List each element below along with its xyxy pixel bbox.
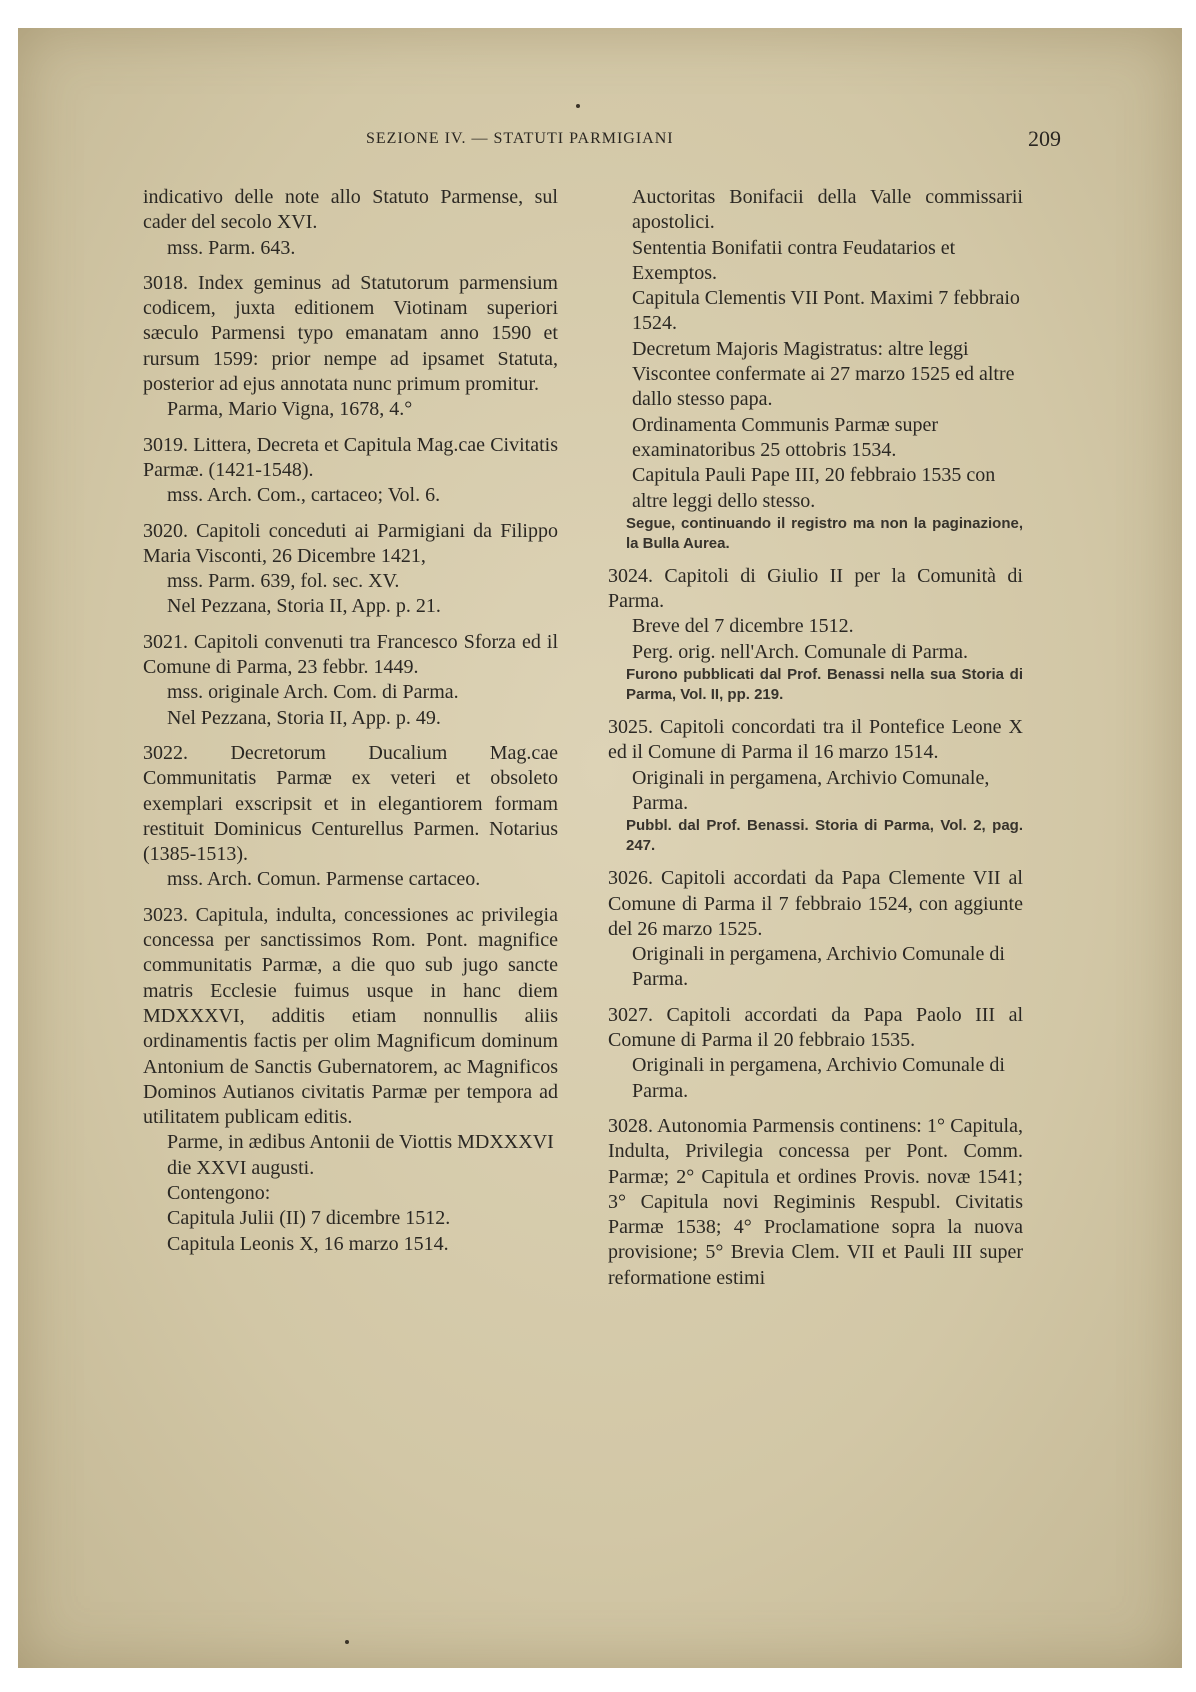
- contents-item: Auctoritas Bonifacii della Valle commissarii apostolici.: [632, 186, 1023, 234]
- entry-note: Furono pubblicati dal Prof. Benassi nella sua Storia di Parma, Vol. II, pp. 219.: [626, 666, 1023, 704]
- contents-item: Capitula Pauli Pape III, 20 febbraio 1535 con altre leggi dello stesso.: [632, 464, 996, 512]
- entry-imprint: Parme, in ædibus Antonii de Viottis MDXXXVI die XXVI augusti.: [167, 1131, 554, 1179]
- entry-source: Originali in pergamena, Archivio Comunale di Parma.: [632, 1054, 1005, 1102]
- entry-text: 3023. Capitula, indulta, concessiones ac privilegia concessa per sanctissimos Rom. Pont. magnifice communitatis Parmæ, a die quo sub jugo sancte matris Ecclesie fuimus usque in hanc diem MDXXXVI, additis etiam nonnullis aliis ordinamentis factis per olim Magnificum dominum Antonium de Sanctis Gubernatorem, ac Magnificos Dominos Autianos civitatis Parmæ per tempora ad utilitatem publicam editis.: [143, 903, 558, 1129]
- entry-text: 3027. Capitoli accordati da Papa Paolo III al Comune di Parma il 20 febbraio 1535.: [608, 1003, 1023, 1052]
- contents-item: Capitula Julii (II) 7 dicembre 1512.: [167, 1207, 451, 1230]
- entry-text: 3025. Capitoli concordati tra il Pontefice Leone X ed il Comune di Parma il 16 marzo 1514.: [608, 716, 1023, 764]
- entry-3024: [608, 564, 1023, 705]
- entry-source: mss. Parm. 643.: [167, 236, 296, 259]
- entry-3018: [143, 271, 558, 423]
- entry-3021: [143, 630, 558, 731]
- entry-source: Originali in pergamena, Archivio Comunale, Parma.: [632, 766, 990, 814]
- entry-text: 3028. Autonomia Parmensis continens: 1° Capitula, Indulta, Privilegia concessa per Pont. Comm. Parmæ; 2° Capitula et ordines Provis. novæ 1541; 3° Capitula novi Regiminis Respubl. Civitatis Parmæ 1538; 4° Proclamatione sopra la nuova provisione; 5° Brevia Clem. VII et Pauli III super reformatione estimi: [608, 1114, 1023, 1289]
- entry-3019: [143, 433, 558, 509]
- contents-item: Ordinamenta Communis Parmæ super examinatoribus 25 ottobris 1534.: [632, 413, 939, 461]
- contents-item: Decretum Majoris Magistratus: altre leggi Viscontee confermate ai 27 marzo 1525 ed altre dallo stesso papa.: [632, 337, 1015, 411]
- entry-intro: [143, 185, 558, 261]
- entry-source: mss. Arch. Com., cartaceo; Vol. 6.: [167, 484, 441, 507]
- entry-text: 3021. Capitoli convenuti tra Francesco Sforza ed il Comune di Parma, 23 febbr. 1449.: [143, 630, 558, 679]
- entry-3022: [143, 741, 558, 893]
- entry-text: 3024. Capitoli di Giulio II per la Comunità di Parma.: [608, 564, 1023, 613]
- entry-text: 3026. Capitoli accordati da Papa Clemente VII al Comune di Parma il 7 febbraio 1524, con aggiunte del 26 marzo 1525.: [608, 867, 1023, 940]
- running-title: SEZIONE IV. — STATUTI PARMIGIANI: [366, 130, 674, 147]
- entry-3023: [143, 903, 558, 1257]
- contents-item: Capitula Clementis VII Pont. Maximi 7 febbraio 1524.: [632, 287, 1020, 335]
- entry-reference: Nel Pezzana, Storia II, App. p. 49.: [167, 706, 441, 729]
- contents-heading: Contengono:: [167, 1181, 271, 1204]
- entry-3025: [608, 715, 1023, 856]
- contents-item: Capitula Leonis X, 16 marzo 1514.: [167, 1232, 449, 1255]
- entry-source: mss. originale Arch. Com. di Parma.: [167, 681, 459, 704]
- page-number: 209: [1028, 126, 1061, 151]
- entry-source: Originali in pergamena, Archivio Comunale di Parma.: [632, 943, 1005, 991]
- entry-text: 3019. Littera, Decreta et Capitula Mag.cae Civitatis Parmæ. (1421-1548).: [143, 433, 558, 481]
- entry-reference: Nel Pezzana, Storia II, App. p. 21.: [167, 595, 441, 618]
- entry-text: 3020. Capitoli conceduti ai Parmigiani da Filippo Maria Visconti, 26 Dicembre 1421,: [143, 519, 558, 567]
- ink-speck: [345, 1640, 349, 1644]
- left-column: [143, 185, 558, 1267]
- entry-note: Pubbl. dal Prof. Benassi. Storia di Parma, Vol. 2, pag. 247.: [626, 817, 1023, 855]
- entry-text: 3022. Decretorum Ducalium Mag.cae Communitatis Parmæ ex veteri et obsoleto exemplari exscripsit et in elegantiorem formam restituit Dominicus Centurellus Parmen. Notarius (1385-1513).: [143, 741, 558, 866]
- right-column: [608, 185, 1023, 1301]
- ink-speck: [576, 104, 580, 108]
- book-page: [18, 28, 1182, 1668]
- contents-item: Sententia Bonifatii contra Feudatarios et Exemptos.: [632, 236, 956, 284]
- entry-3020: [143, 519, 558, 620]
- entry-note: Segue, continuando il registro ma non la paginazione, la Bulla Aurea.: [626, 514, 1023, 552]
- entry-reference: Perg. orig. nell'Arch. Comunale di Parma.: [632, 640, 968, 663]
- entry-source: Parma, Mario Vigna, 1678, 4.°: [167, 398, 413, 421]
- entry-source: Breve del 7 dicembre 1512.: [632, 615, 854, 638]
- page-header: [366, 126, 1061, 166]
- entry-3023-continued: [608, 185, 1023, 554]
- entry-3026: [608, 866, 1023, 992]
- entry-3028: [608, 1114, 1023, 1291]
- entry-source: mss. Arch. Comun. Parmense cartaceo.: [167, 868, 481, 891]
- entry-text: 3018. Index geminus ad Statutorum parmensium codicem, juxta editionem Viotinam superiori sæculo Parmensi typo emanatam anno 1590 et rursum 1599: prior nempe ad ipsamet Statuta, posterior ad ejus annotata nunc primum promitur.: [143, 271, 558, 396]
- entry-3027: [608, 1003, 1023, 1104]
- entry-source: mss. Parm. 639, fol. sec. XV.: [167, 570, 400, 593]
- entry-text: indicativo delle note allo Statuto Parmense, sul cader del secolo XVI.: [143, 186, 558, 234]
